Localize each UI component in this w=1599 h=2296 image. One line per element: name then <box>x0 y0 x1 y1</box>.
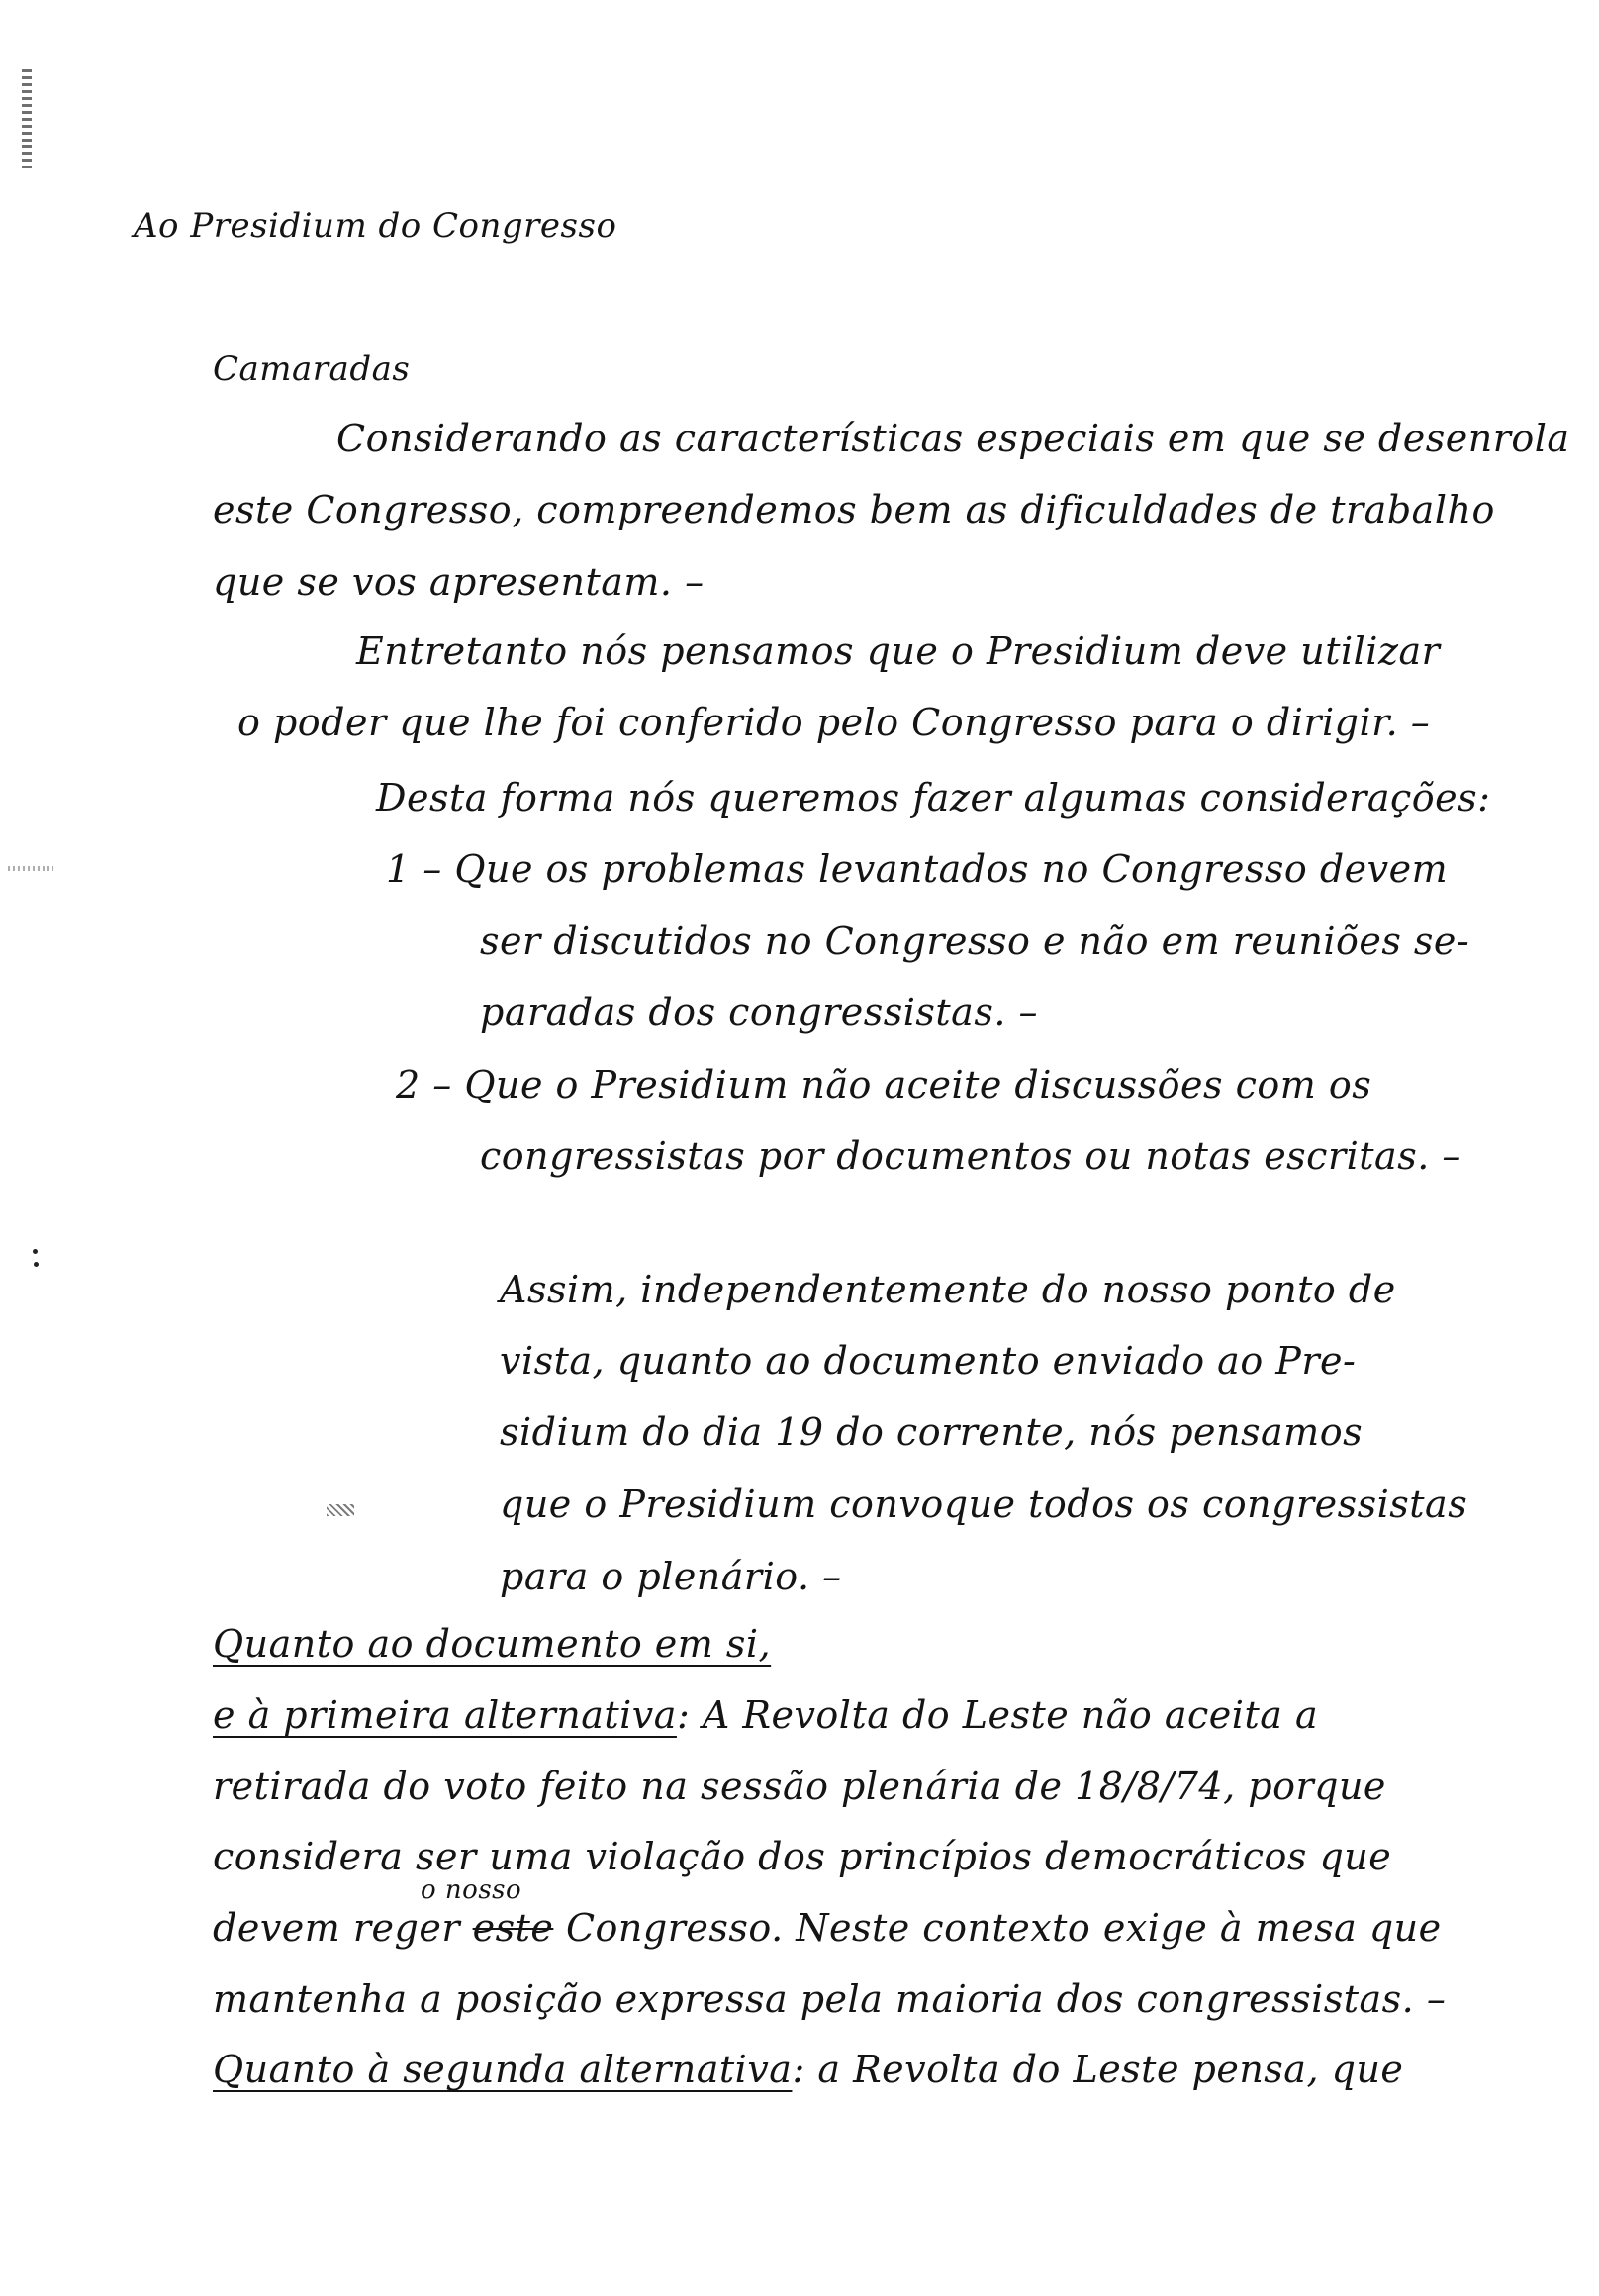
scan-dot-left-2 <box>34 1262 39 1267</box>
alternative-1-body-line-4: mantenha a posição expressa pela maioria dos congressistas. – <box>213 1977 1447 2021</box>
heading-documento: Quanto ao documento em si, <box>213 1622 772 1666</box>
paragraph-assim-line-2: vista, quanto ao documento enviado ao Pre- <box>500 1339 1357 1383</box>
devem-prefix: devem reger <box>213 1906 461 1950</box>
struck-word: este <box>472 1906 554 1950</box>
list-item-1-line-3: paradas dos congressistas. – <box>480 991 1038 1034</box>
scan-mark-top-left <box>22 69 32 168</box>
alternative-2-heading: Quanto à segunda alternativa <box>213 2048 793 2091</box>
alternative-1-text: : A Revolta do Leste não aceita a <box>676 1693 1319 1737</box>
paragraph-line-4: Entretanto nós pensamos que o Presidium deve utilizar <box>356 629 1441 673</box>
paragraph-line-1: Considerando as características especiais em que se desenrola <box>336 417 1570 460</box>
paragraph-line-2: este Congresso, compreendemos bem as dificuldades de trabalho <box>213 488 1495 531</box>
paragraph-assim-line-3: sidium do dia 19 do corrente, nós pensamos <box>500 1410 1364 1454</box>
alternative-2-text: : a Revolta do Leste pensa, que <box>792 2048 1404 2091</box>
salutation: Ao Presidium do Congresso <box>134 206 617 245</box>
paragraph-assim-line-1: Assim, independentemente do nosso ponto de <box>500 1268 1396 1311</box>
list-item-2-line-2: congressistas por documentos ou notas escritas. – <box>480 1134 1461 1178</box>
alternative-1-body-line-1: retirada do voto feito na sessão plenária de 18/8/74, porque <box>213 1765 1386 1808</box>
list-item-2-line-1: 2 – Que o Presidium não aceite discussões com os <box>396 1063 1372 1106</box>
scan-dot-left <box>33 1249 38 1254</box>
alternative-1-heading: e à primeira alternativa <box>213 1693 677 1737</box>
inserted-words: o nosso <box>421 1875 522 1905</box>
paragraph-line-6: Desta forma nós queremos fazer algumas considerações: <box>376 776 1491 819</box>
scan-mark-left-middle <box>8 866 53 871</box>
greeting: Camaradas <box>213 349 411 389</box>
alternative-1-body-line-2: considera ser uma violação dos princípios democráticos que <box>213 1835 1392 1878</box>
alternative-2-line <box>213 2047 1403 2092</box>
devem-rest: Congresso. Neste contexto <box>565 1906 1091 1950</box>
exige-text: exige à mesa que <box>1102 1906 1442 1950</box>
paragraph-line-3: que se vos apresentam. – <box>213 560 705 604</box>
list-item-1-line-1: 1 – Que os problemas levantados no Congresso devem <box>386 847 1449 891</box>
alternative-1-body-line-3 <box>213 1905 1442 1951</box>
alternative-1-line <box>213 1692 1318 1738</box>
paragraph-assim-line-4: que o Presidium convoque todos os congressistas <box>500 1483 1468 1526</box>
list-item-1-line-2: ser discutidos no Congresso e não em reuniões se- <box>480 919 1470 963</box>
paragraph-line-5: o poder que lhe foi conferido pelo Congresso para o dirigir. – <box>237 701 1431 744</box>
scan-mark-center <box>327 1504 354 1516</box>
paragraph-assim-line-5: para o plenário. – <box>500 1555 842 1598</box>
